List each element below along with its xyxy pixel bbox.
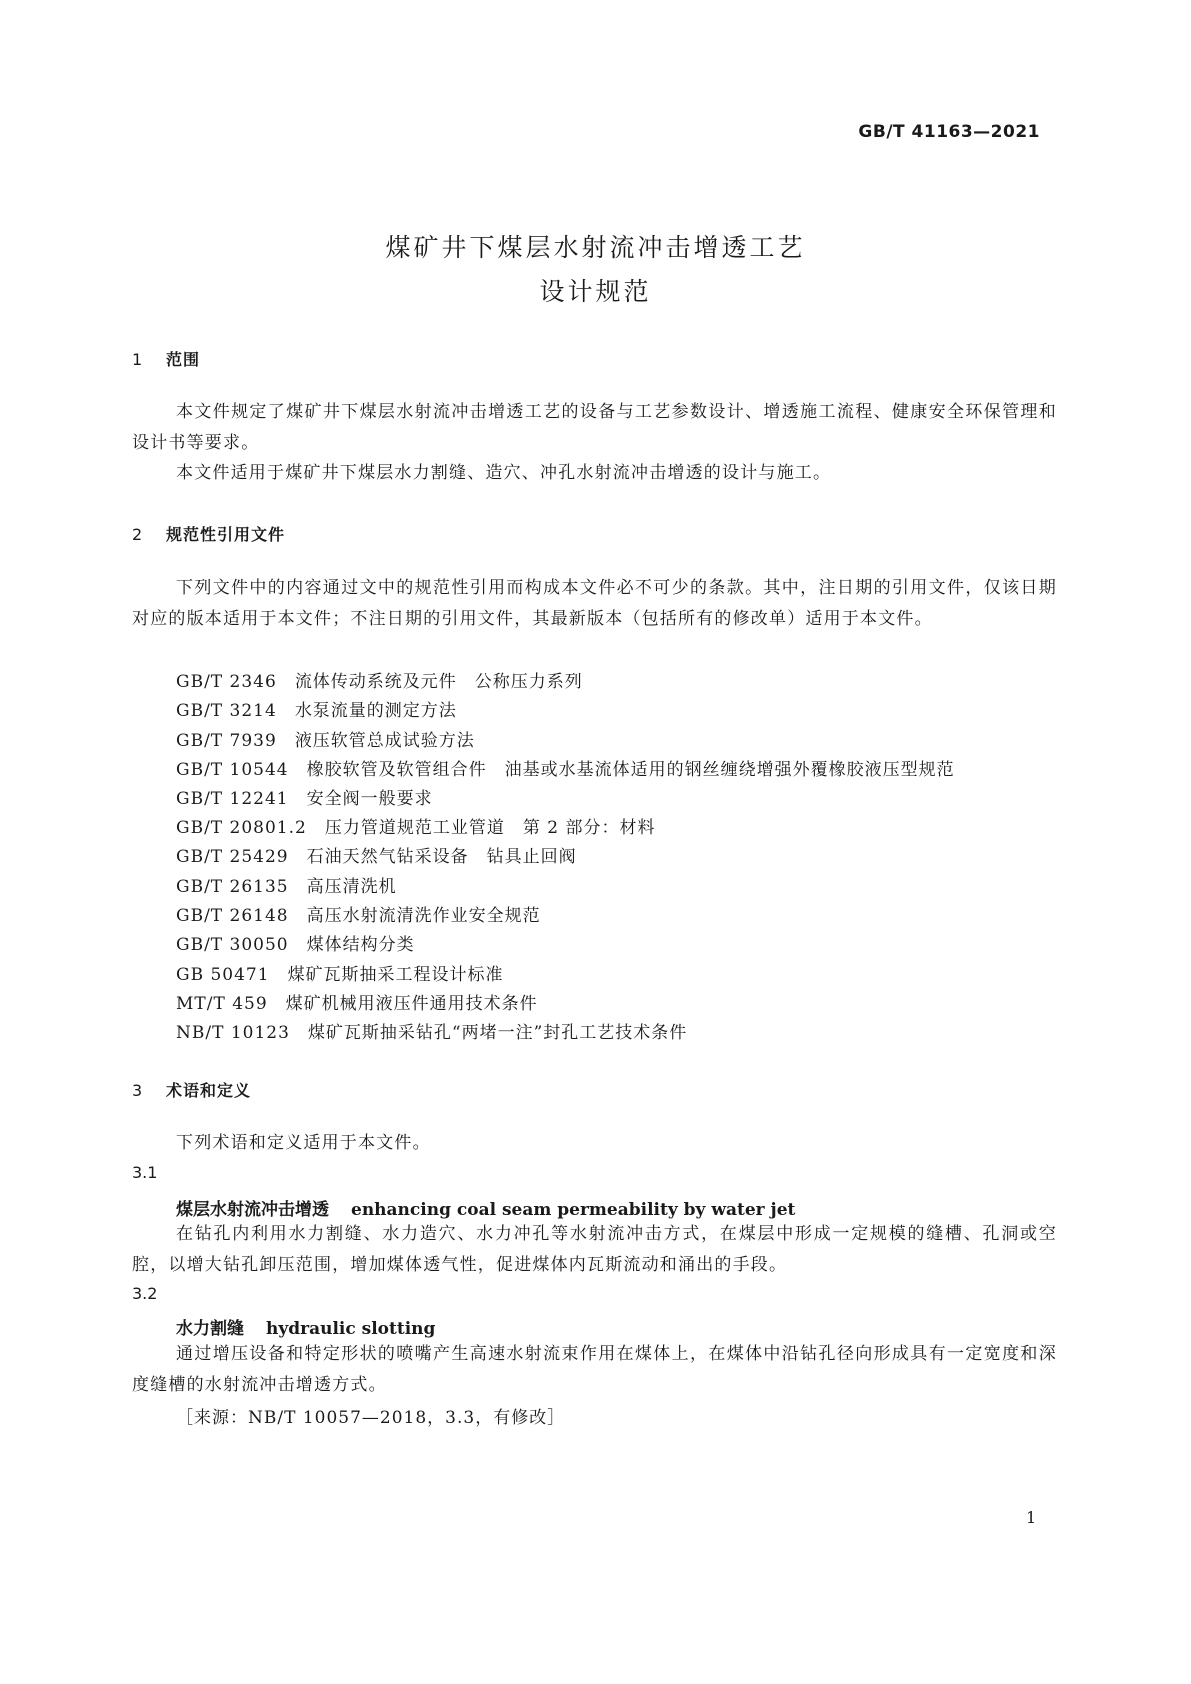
term-heading: [176, 1314, 435, 1339]
reference-item: [176, 667, 583, 692]
term-en: enhancing coal seam permeability by water jet: [351, 1200, 796, 1220]
reference-title: 石油天然气钻采设备 钻具止回阀: [306, 847, 577, 867]
reference-title: 液压软管总成试验方法: [294, 731, 475, 751]
reference-item: [176, 696, 457, 721]
term-definition: 在钻孔内利用水力割缝、水力造穴、水力冲孔等水射流冲击方式，在煤层中形成一定规模的缝槽、孔洞或空腔，以增大钻孔卸压范围，增加煤体透气性，促进煤体内瓦斯流动和涌出的手段。: [132, 1224, 1057, 1275]
section-title: 范围: [166, 350, 201, 369]
reference-title: 煤矿机械用液压件通用技术条件: [285, 994, 538, 1014]
term-zh: 煤层水射流冲击增透: [176, 1200, 329, 1220]
clause-number: 3.1: [132, 1163, 158, 1182]
reference-title: 高压水射流清洗作业安全规范: [306, 906, 541, 926]
reference-item: [176, 930, 415, 955]
reference-code: GB/T 3214: [176, 701, 277, 721]
reference-code: GB/T 30050: [176, 935, 289, 955]
section-title: 规范性引用文件: [166, 525, 286, 544]
section-2-heading: [132, 522, 285, 545]
term-source: ［来源：NB/T 10057—2018，3.3，有修改］: [176, 1408, 566, 1428]
section-number: 3: [132, 1081, 144, 1100]
reference-code: GB/T 10544: [176, 760, 289, 780]
reference-title: 高压清洗机: [306, 877, 397, 897]
reference-title: 水泵流量的测定方法: [294, 701, 457, 721]
standard-code: GB/T 41163—2021: [858, 122, 1040, 142]
scope-paragraph-2: 本文件适用于煤矿井下煤层水力割缝、造穴、冲孔水射流冲击增透的设计与施工。: [176, 463, 832, 483]
section-title: 术语和定义: [166, 1081, 252, 1100]
reference-title: 橡胶软管及软管组合件 油基或水基流体适用的钢丝缠绕增强外覆橡胶液压型规范: [306, 760, 955, 780]
document-title-line1: 煤矿井下煤层水射流冲击增透工艺: [385, 233, 806, 262]
section-3-heading: [132, 1078, 251, 1101]
references-intro: 下列文件中的内容通过文中的规范性引用而构成本文件必不可少的条款。其中，注日期的引用文件，仅该日期对应的版本适用于本文件；不注日期的引用文件，其最新版本（包括所有的修改单）适用于本文件。: [132, 578, 1057, 629]
terms-intro: 下列术语和定义适用于本文件。: [176, 1133, 431, 1153]
reference-code: NB/T 10123: [176, 1023, 290, 1043]
reference-item: [176, 755, 955, 780]
reference-item: [176, 989, 538, 1014]
reference-code: GB 50471: [176, 965, 270, 985]
reference-code: GB/T 25429: [176, 847, 289, 867]
reference-item: [176, 813, 655, 838]
section-1-heading: [132, 347, 200, 370]
reference-code: MT/T 459: [176, 994, 268, 1014]
reference-item: [176, 960, 504, 985]
reference-item: [176, 726, 475, 751]
reference-code: GB/T 2346: [176, 672, 277, 692]
reference-title: 煤矿瓦斯抽采工程设计标准: [287, 965, 504, 985]
term-definition: 通过增压设备和特定形状的喷嘴产生高速水射流束作用在煤体上，在煤体中沿钻孔径向形成具有一定宽度和深度缝槽的水射流冲击增透方式。: [132, 1344, 1057, 1395]
reference-code: GB/T 12241: [176, 789, 289, 809]
term-en: hydraulic slotting: [266, 1319, 436, 1339]
reference-item: [176, 784, 433, 809]
section-number: 1: [132, 350, 144, 369]
reference-code: GB/T 26148: [176, 906, 289, 926]
page-number: 1: [1026, 1508, 1037, 1527]
reference-title: 煤矿瓦斯抽采钻孔“两堵一注”封孔工艺技术条件: [307, 1023, 688, 1043]
reference-code: GB/T 20801.2: [176, 818, 307, 838]
term-heading: [176, 1195, 795, 1220]
clause-number: 3.2: [132, 1284, 158, 1303]
reference-title: 流体传动系统及元件 公称压力系列: [294, 672, 583, 692]
term-zh: 水力割缝: [176, 1319, 244, 1339]
scope-paragraph-1: 本文件规定了煤矿井下煤层水射流冲击增透工艺的设备与工艺参数设计、增透施工流程、健康安全环保管理和设计书等要求。: [132, 402, 1057, 453]
document-title-line2: 设计规范: [539, 277, 652, 306]
reference-code: GB/T 26135: [176, 877, 289, 897]
reference-code: GB/T 7939: [176, 731, 277, 751]
section-number: 2: [132, 525, 144, 544]
reference-item: [176, 842, 577, 867]
reference-title: 安全阀一般要求: [306, 789, 433, 809]
reference-item: [176, 1018, 687, 1043]
reference-item: [176, 901, 541, 926]
reference-title: 煤体结构分类: [306, 935, 415, 955]
reference-title: 压力管道规范工业管道 第 2 部分：材料: [324, 818, 656, 838]
reference-item: [176, 872, 397, 897]
